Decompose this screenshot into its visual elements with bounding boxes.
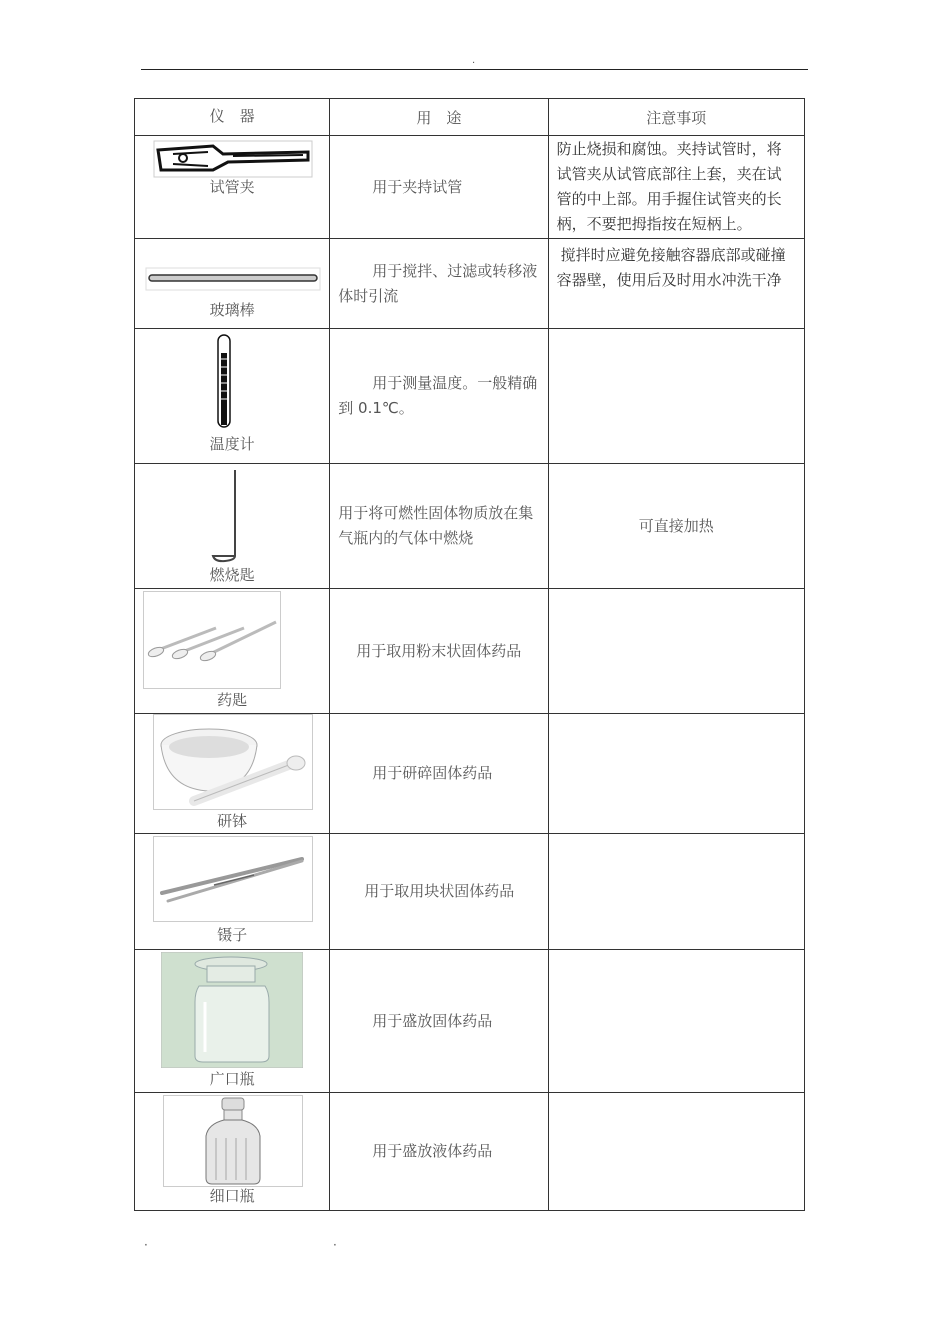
header-notes: 注意事项 [548, 99, 804, 136]
wide-mouth-bottle-icon [161, 952, 303, 1068]
notes-text: 防止烧损和腐蚀。夹持试管时，将试管夹从试管底部往上套，夹在试管的中上部。用手握住试管夹的长柄，不要把拇指按在短柄上。 [556, 140, 782, 233]
table-row [135, 329, 805, 464]
use-cell [330, 239, 548, 329]
header-instrument: 仪 器 [135, 99, 330, 136]
use-text: 用于取用块状固体药品 [364, 882, 515, 900]
test-tube-holder-icon [153, 140, 313, 178]
instrument-name: 研钵 [217, 812, 248, 830]
use-cell [330, 329, 548, 464]
table-row [135, 136, 805, 239]
footer-mark-right: · [333, 1238, 337, 1252]
use-text: 用于研碎固体药品 [372, 764, 493, 782]
thermometer-icon [213, 333, 235, 433]
use-cell [330, 950, 548, 1093]
medicine-spoon-icon [143, 591, 281, 689]
use-cell [330, 834, 548, 950]
instrument-table [134, 98, 805, 1211]
instrument-cell [135, 950, 330, 1093]
notes-cell [548, 950, 804, 1093]
mortar-pestle-icon [153, 714, 313, 810]
use-cell [330, 1093, 548, 1211]
use-text: 用于盛放液体药品 [372, 1142, 493, 1160]
notes-cell [548, 1093, 804, 1211]
table-row [135, 464, 805, 589]
footer-mark-left: · [144, 1238, 148, 1252]
use-text: 用于盛放固体药品 [372, 1011, 493, 1030]
instrument-name: 药匙 [217, 691, 248, 709]
notes-cell [548, 834, 804, 950]
header-rule [141, 69, 808, 70]
instrument-cell [135, 1093, 330, 1211]
use-text: 用于夹持试管 [372, 177, 463, 196]
combustion-spoon-icon [207, 468, 247, 564]
narrow-mouth-bottle-icon [163, 1095, 303, 1187]
tweezers-icon [153, 836, 313, 922]
table-row [135, 239, 805, 329]
header-use: 用 途 [330, 99, 548, 136]
table-header-row [135, 99, 805, 136]
notes-text: 搅拌时应避免接触容器底部或碰撞容器壁，使用后及时用水冲洗干净 [556, 246, 786, 289]
use-cell [330, 714, 548, 834]
glass-rod-icon [145, 267, 321, 291]
instrument-name: 燃烧匙 [209, 566, 255, 584]
header-mark: · [472, 58, 476, 69]
notes-cell [548, 136, 804, 239]
table-row [135, 714, 805, 834]
table-row [135, 834, 805, 950]
use-text: 用于将可燃性固体物质放在集气瓶内的气体中燃烧 [338, 504, 534, 547]
instrument-cell [135, 239, 330, 329]
use-text: 用于取用粉末状固体药品 [356, 641, 522, 660]
use-text: 用于搅拌、过滤或转移液体时引流 [338, 261, 538, 305]
instrument-name: 温度计 [209, 435, 255, 453]
instrument-cell [135, 464, 330, 589]
notes-cell [548, 329, 804, 464]
table-row [135, 950, 805, 1093]
instrument-cell [135, 329, 330, 464]
instrument-cell [135, 834, 330, 950]
use-cell [330, 136, 548, 239]
instrument-name: 广口瓶 [209, 1070, 255, 1088]
use-text: 用于测量温度。一般精确到 0.1℃。 [338, 374, 538, 417]
notes-text: 可直接加热 [638, 516, 714, 535]
instrument-cell [135, 714, 330, 834]
table-row [135, 1093, 805, 1211]
notes-cell [548, 589, 804, 714]
notes-cell [548, 239, 804, 329]
notes-cell [548, 714, 804, 834]
use-cell [330, 464, 548, 589]
instrument-name: 试管夹 [209, 178, 255, 196]
instrument-name: 细口瓶 [209, 1187, 255, 1205]
instrument-cell [135, 589, 330, 714]
notes-cell [548, 464, 804, 589]
instrument-name: 镊子 [217, 926, 248, 944]
table-row [135, 589, 805, 714]
use-cell [330, 589, 548, 714]
instrument-cell [135, 136, 330, 239]
instrument-name: 玻璃棒 [209, 301, 255, 319]
